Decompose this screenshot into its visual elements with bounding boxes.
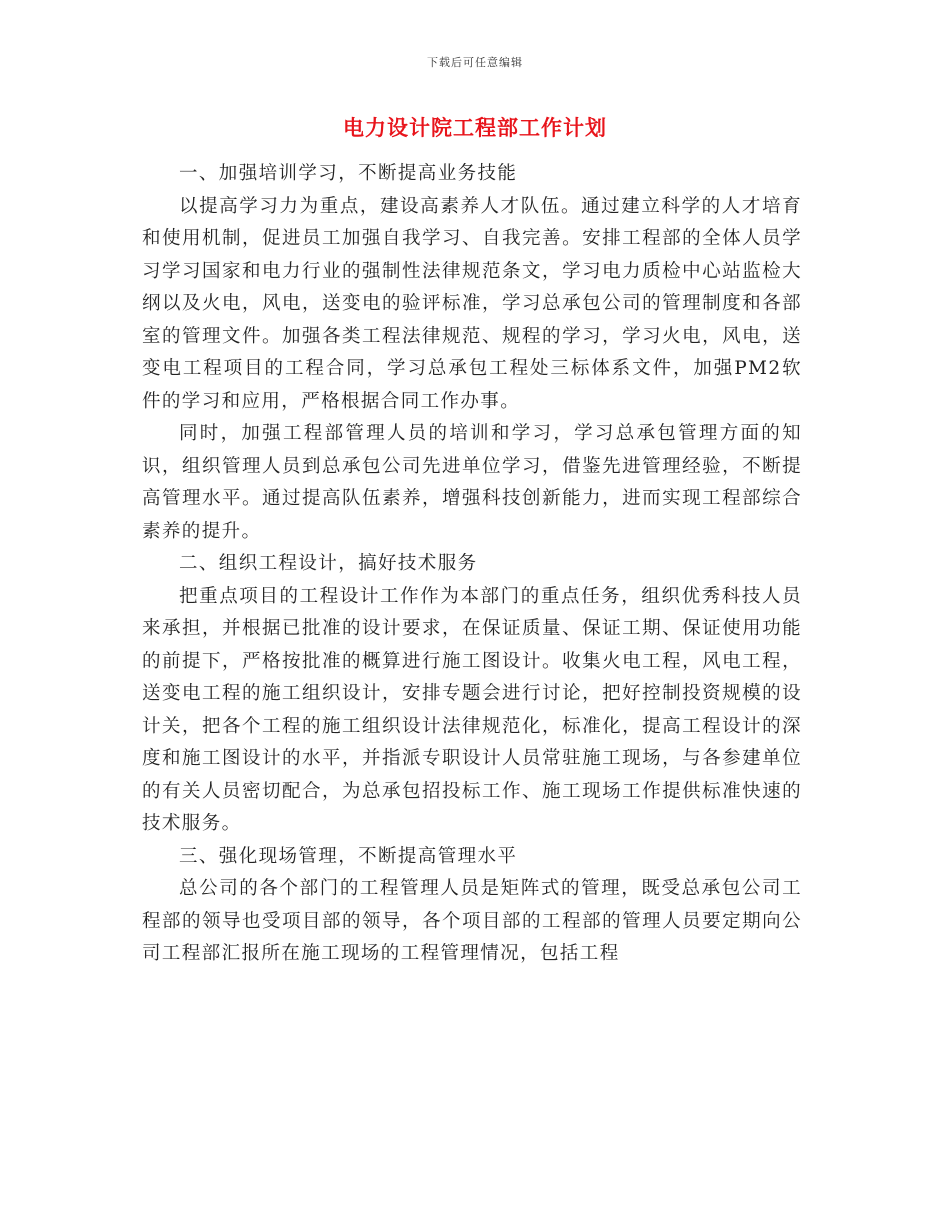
document-body [142,158,802,971]
body-paragraph: 同时，加强工程部管理人员的培训和学习，学习总承包管理方面的知识，组织管理人员到总承包公司先进单位学习，借鉴先进管理经验，不断提高管理水平。通过提高队伍素养，增强科技创新能力，进而实现工程部综合素养的提升。 [142,423,802,542]
body-paragraph: 以提高学习力为重点，建设高素养人才队伍。通过建立科学的人才培育和使用机制，促进员工加强自我学习、自我完善。安排工程部的全体人员学习学习国家和电力行业的强制性法律规范条文，学习电力质检中心站监检大纲以及火电，风电，送变电的验评标准，学习总承包公司的管理制度和各部室的管理文件。加强各类工程法律规范、规程的学习，学习火电，风电，送变电工程项目的工程合同，学习总承包工程处三标体系文件，加强PM2软件的学习和应用，严格根据合同工作办事。 [142,195,802,412]
section-heading-2: 二、组织工程设计，搞好技术服务 [179,553,478,574]
body-paragraph: 总公司的各个部门的工程管理人员是矩阵式的管理，既受总承包公司工程部的领导也受项目部的领导，各个项目部的工程部的管理人员要定期向公司工程部汇报所在施工现场的工程管理情况，包括工程 [142,878,802,964]
section-heading-1: 一、加强培训学习，不断提高业务技能 [179,163,518,184]
page-header-note: 下载后可任意编辑 [427,56,523,69]
body-paragraph: 把重点项目的工程设计工作作为本部门的重点任务，组织优秀科技人员来承担，并根据已批准的设计要求，在保证质量、保证工期、保证使用功能的前提下，严格按批准的概算进行施工图设计。收集火电工程，风电工程，送变电工程的施工组织设计，安排专题会进行讨论，把好控制投资规模的设计关，把各个工程的施工组织设计法律规范化，标准化，提高工程设计的深度和施工图设计的水平，并指派专职设计人员常驻施工现场，与各参建单位的有关人员密切配合，为总承包招投标工作、施工现场工作提供标准快速的技术服务。 [142,585,802,834]
document-title: 电力设计院工程部工作计划 [343,115,607,140]
section-heading-3: 三、强化现场管理，不断提高管理水平 [179,845,518,867]
